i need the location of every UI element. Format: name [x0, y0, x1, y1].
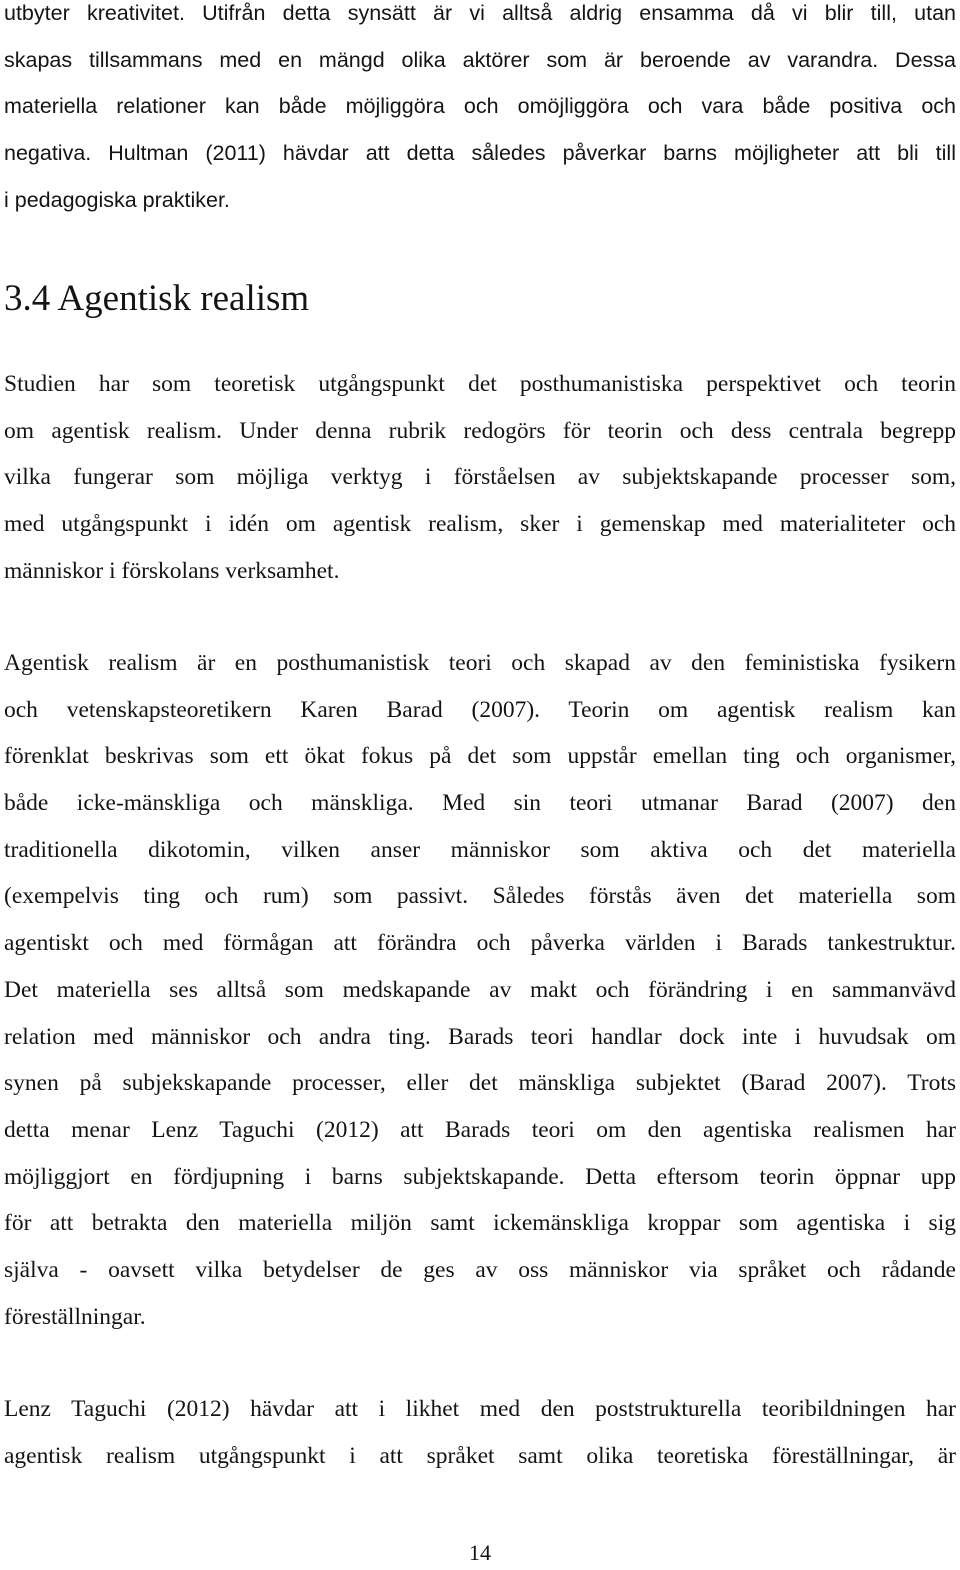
text-line: förenklat beskrivas som ett ökat fokus på det som uppstår emellan ting och organismer, — [4, 743, 956, 770]
text-line: negativa. Hultman (2011) hävdar att detta således påverkar barns möjligheter att bli till — [4, 141, 956, 166]
text-line: både icke-mänskliga och mänskliga. Med sin teori utmanar Barad (2007) den — [4, 790, 956, 817]
text-line: relation med människor och andra ting. Barads teori handlar dock inte i huvudsak om — [4, 1023, 956, 1050]
text-line: utbyter kreativitet. Utifrån detta synsätt är vi alltså aldrig ensamma då vi blir till, utan — [4, 1, 956, 25]
intro-paragraph — [4, 0, 956, 224]
text-line: traditionella dikotomin, vilken anser människor som aktiva och det materiella — [4, 836, 956, 863]
text-line: agentiskt och med förmågan att förändra och påverka världen i Barads tankestruktur. — [4, 930, 956, 957]
section-heading: 3.4 Agentisk realism — [4, 278, 310, 319]
text-line: och vetenskapsteoretikern Karen Barad (2007). Teorin om agentisk realism kan — [4, 696, 956, 723]
paragraph-2 — [4, 640, 956, 1340]
text-line: Studien har som teoretisk utgångspunkt det posthumanistiska perspektivet och teorin — [4, 371, 956, 397]
text-line: synen på subjekskapande processer, eller det mänskliga subjektet (Barad 2007). Trots — [4, 1070, 956, 1097]
text-line: vilka fungerar som möjliga verktyg i förståelsen av subjektskapande processer som, — [4, 464, 956, 491]
text-line: om agentisk realism. Under denna rubrik redogörs för teorin och dess centrala begrepp — [4, 417, 956, 444]
text-line: med utgångspunkt i idén om agentisk realism, sker i gemenskap med materialiteter och — [4, 511, 956, 538]
text-line: föreställningar. — [4, 1303, 146, 1330]
text-line: agentisk realism utgångspunkt i att språket samt olika teoretiska föreställningar, är — [4, 1442, 956, 1469]
paragraph-1 — [4, 361, 956, 594]
text-line: människor i förskolans verksamhet. — [4, 557, 340, 584]
text-line: (exempelvis ting och rum) som passivt. Således förstås även det materiella som — [4, 883, 956, 910]
text-line: själva - oavsett vilka betydelser de ges av oss människor via språket och rådande — [4, 1256, 956, 1283]
text-line: i pedagogiska praktiker. — [4, 187, 230, 212]
text-line: möjliggjort en fördjupning i barns subjektskapande. Detta eftersom teorin öppnar upp — [4, 1163, 956, 1190]
text-line: materiella relationer kan både möjliggöra och omöjliggöra och vara både positiva och — [4, 94, 956, 119]
text-line: Lenz Taguchi (2012) hävdar att i likhet med den poststrukturella teoribildningen har — [4, 1396, 956, 1422]
text-line: Agentisk realism är en posthumanistisk teori och skapad av den feministiska fysikern — [4, 650, 956, 676]
paragraph-3 — [4, 1386, 956, 1479]
text-line: för att betrakta den materiella miljön samt ickemänskliga kroppar som agentiska i sig — [4, 1210, 956, 1237]
text-line: detta menar Lenz Taguchi (2012) att Barads teori om den agentiska realismen har — [4, 1116, 956, 1143]
page-number: 14 — [469, 1540, 491, 1565]
text-line: Det materiella ses alltså som medskapande av makt och förändring i en sammanvävd — [4, 976, 956, 1003]
text-line: skapas tillsammans med en mängd olika aktörer som är beroende av varandra. Dessa — [4, 47, 956, 72]
